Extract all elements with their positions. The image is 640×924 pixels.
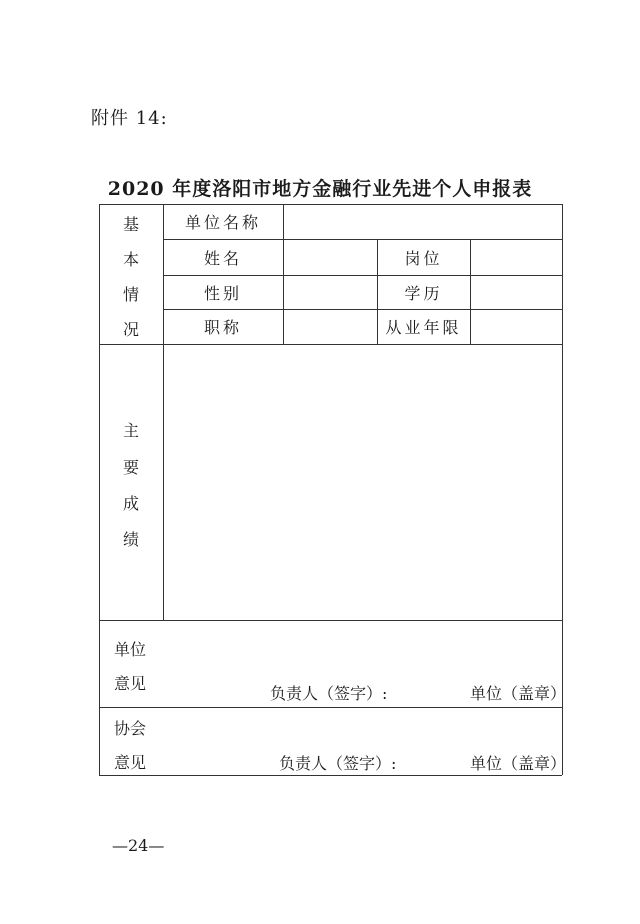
years-in-industry-field[interactable] <box>470 309 562 344</box>
achievements-label-char: 成 <box>122 494 139 513</box>
unit-name-field[interactable] <box>283 204 562 239</box>
page-number: —24— <box>112 836 165 855</box>
professional-title-field[interactable] <box>283 309 377 344</box>
unit-opinion-label-line: 单位 <box>114 640 147 659</box>
education-field[interactable] <box>470 275 562 309</box>
achievements-label-char: 要 <box>122 458 139 477</box>
form-title: 2020 年度洛阳市地方金融行业先进个人申报表 <box>107 178 533 200</box>
association-responsible-signature: 负责人（签字）: <box>279 754 397 773</box>
education-label: 学历 <box>404 283 443 303</box>
unit-opinion-label-line: 意见 <box>114 674 147 693</box>
association-opinion-label-line: 协会 <box>114 719 147 738</box>
achievements-field[interactable] <box>163 344 562 620</box>
association-opinion-label-line: 意见 <box>114 753 147 772</box>
achievements-label-char: 绩 <box>122 530 139 549</box>
post-label: 岗位 <box>404 248 443 268</box>
basic-label-char: 本 <box>122 250 139 269</box>
unit-seal: 单位（盖章） <box>470 684 567 703</box>
attachment-label: 附件 14: <box>91 108 168 129</box>
gender-label: 性别 <box>203 283 242 303</box>
unit-name-label: 单位名称 <box>184 213 261 232</box>
achievements-label-char: 主 <box>122 421 139 440</box>
basic-label-char: 情 <box>122 285 139 304</box>
unit-responsible-signature: 负责人（签字）: <box>270 684 388 703</box>
years-in-industry-label: 从业年限 <box>385 318 462 337</box>
professional-title-label: 职称 <box>203 318 242 337</box>
basic-label-char: 况 <box>122 320 139 339</box>
association-seal: 单位（盖章） <box>470 754 567 773</box>
name-label: 姓名 <box>203 248 242 268</box>
post-field[interactable] <box>470 239 562 275</box>
basic-label-char: 基 <box>122 215 139 234</box>
name-field[interactable] <box>283 239 377 275</box>
gender-field[interactable] <box>283 275 377 309</box>
